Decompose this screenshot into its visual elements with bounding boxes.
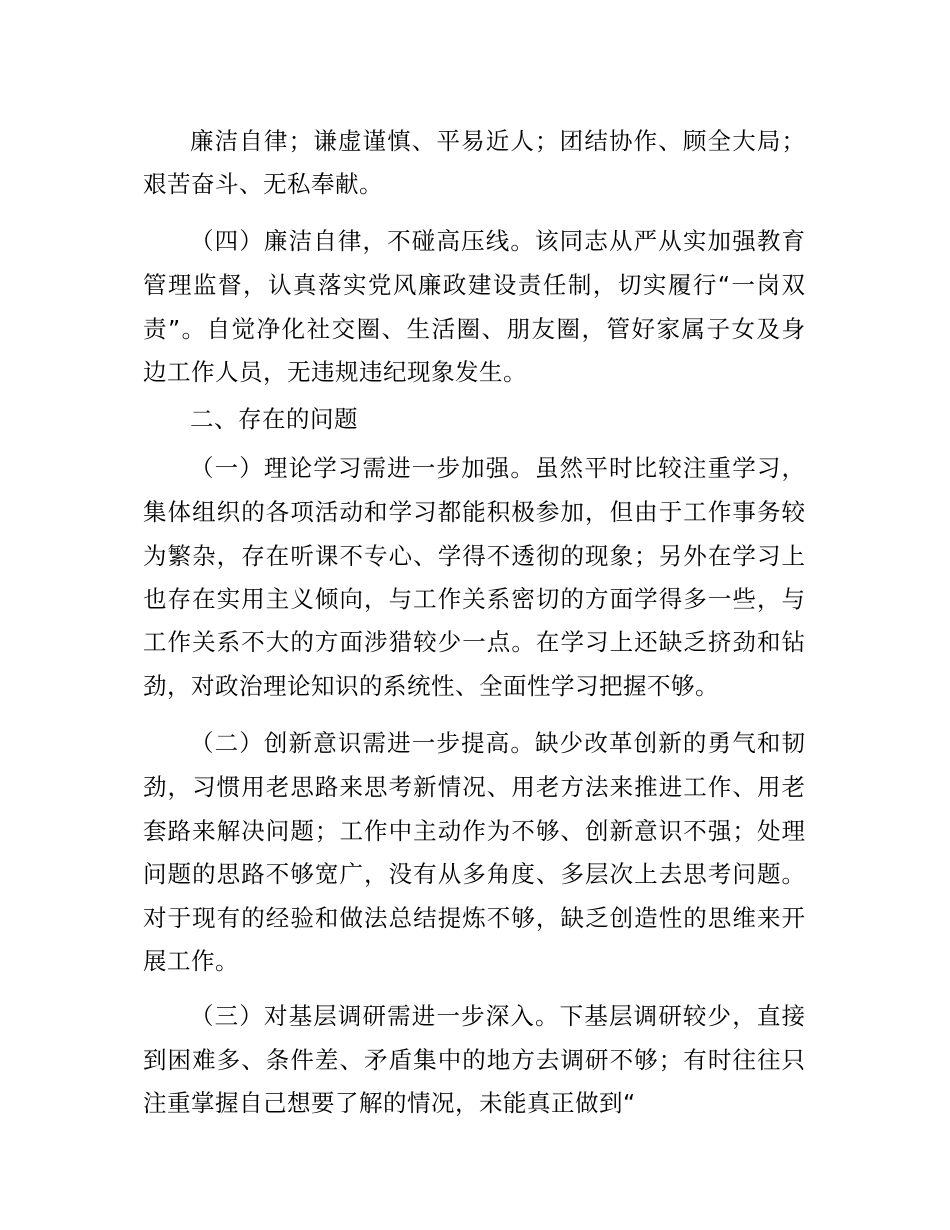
text-line: （一）理论学习需进一步加强。虽然平时比较注重学习， xyxy=(190,454,805,482)
text-line: 套路来解决问题；工作中主动作为不够、创新意识不强；处理 xyxy=(143,817,805,845)
text-line: 工作关系不大的方面涉猎较少一点。在学习上还缺乏挤劲和钻 xyxy=(143,628,805,656)
text-line: （二）创新意识需进一步提高。缺少改革创新的勇气和韧 xyxy=(190,729,805,757)
section-heading: 二、存在的问题 xyxy=(190,405,358,433)
text-line: （四）廉洁自律，不碰高压线。该同志从严从实加强教育 xyxy=(190,227,805,255)
text-line: 集体组织的各项活动和学习都能积极参加，但由于工作事务较 xyxy=(143,498,805,526)
text-line: （三）对基层调研需进一步深入。下基层调研较少，直接 xyxy=(190,1002,805,1030)
text-line: 问题的思路不够宽广，没有从多角度、多层次上去思考问题。 xyxy=(143,860,805,888)
text-line: 责”。自觉净化社交圈、生活圈、朋友圈，管好家属子女及身 xyxy=(143,315,805,343)
text-line: 劲，对政治理论知识的系统性、全面性学习把握不够。 xyxy=(143,672,719,700)
text-line: 展工作。 xyxy=(143,947,239,975)
text-line: 廉洁自律；谦虚谨慎、平易近人；团结协作、顾全大局； xyxy=(190,127,805,155)
text-line: 注重掌握自己想要了解的情况，未能真正做到“ xyxy=(143,1089,636,1117)
text-line: 到困难多、条件差、矛盾集中的地方去调研不够；有时往往只 xyxy=(143,1046,805,1074)
text-line: 管理监督，认真落实党风廉政建设责任制，切实履行“一岗双 xyxy=(143,271,805,299)
text-line: 边工作人员，无违规违纪现象发生。 xyxy=(143,358,527,386)
text-line: 对于现有的经验和做法总结提炼不够，缺乏创造性的思维来开 xyxy=(143,904,805,932)
text-line: 劲，习惯用老思路来思考新情况、用老方法来推进工作、用老 xyxy=(143,773,805,801)
text-line: 为繁杂，存在听课不专心、学得不透彻的现象；另外在学习上 xyxy=(143,542,805,570)
text-line: 艰苦奋斗、无私奉献。 xyxy=(143,170,383,198)
text-line: 也存在实用主义倾向，与工作关系密切的方面学得多一些，与 xyxy=(143,585,805,613)
